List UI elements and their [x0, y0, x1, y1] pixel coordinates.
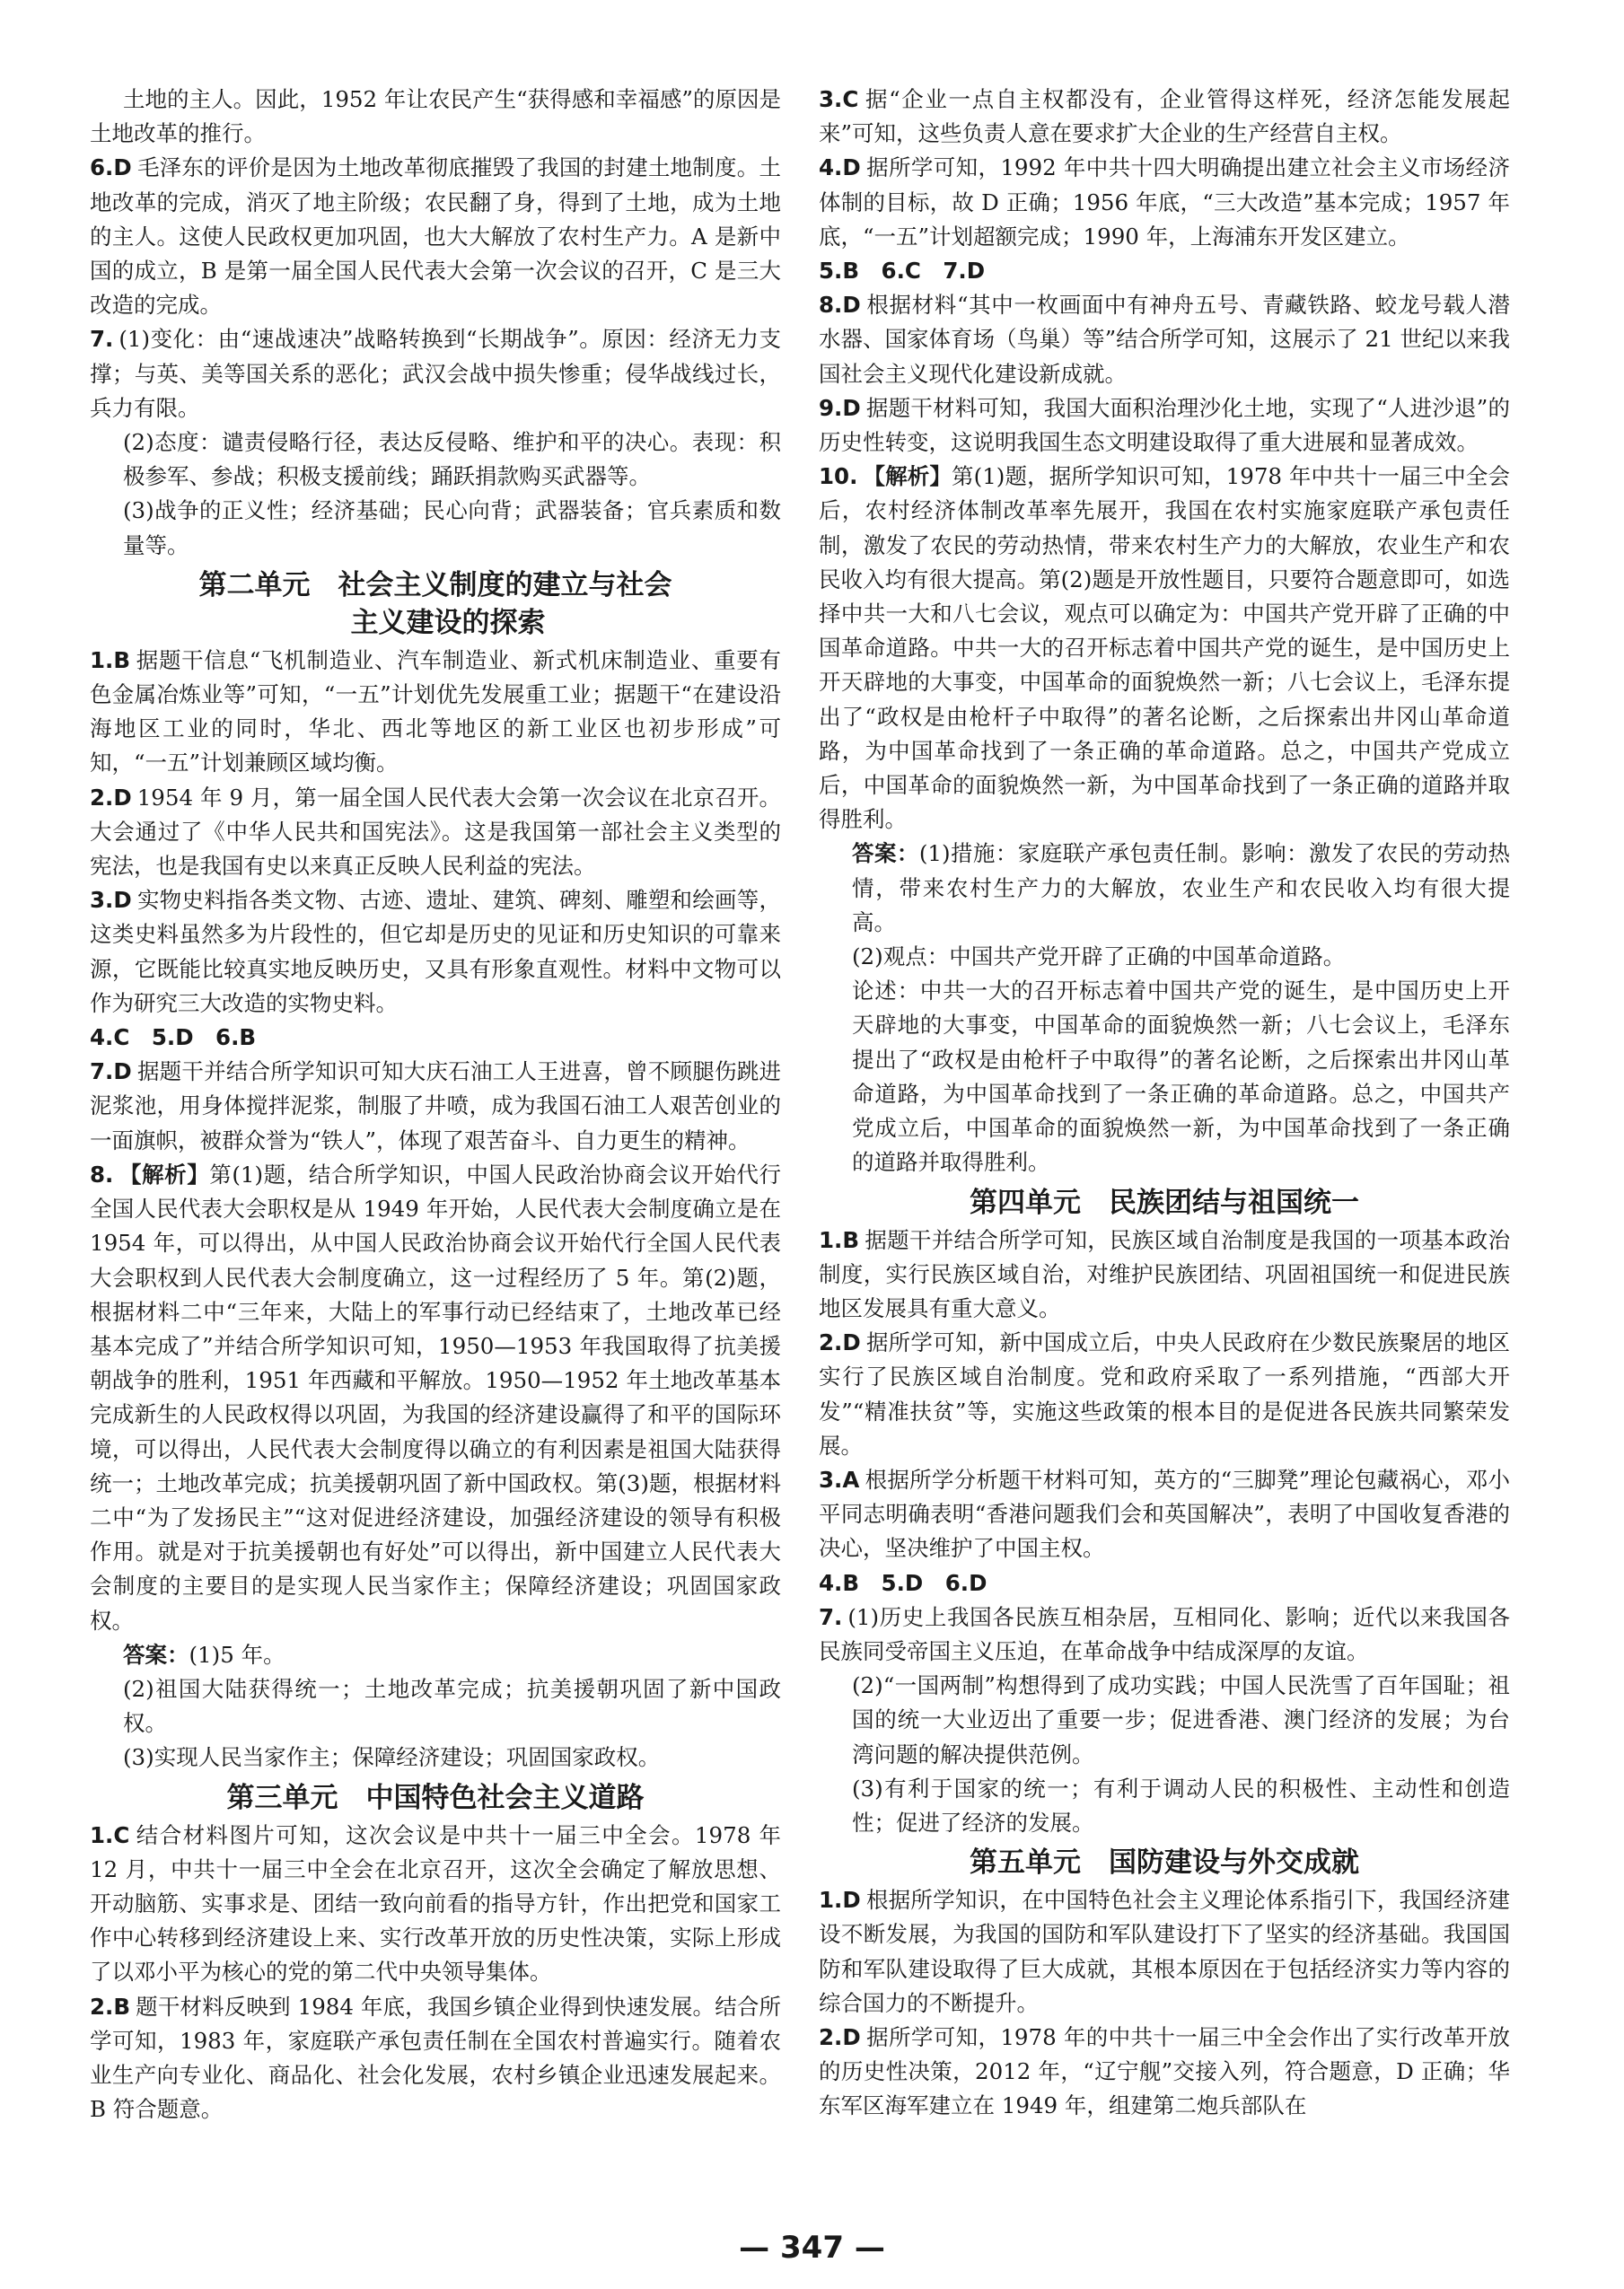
answer-text: 题干材料反映到 1984 年底，我国乡镇企业得到快速发展。结合所学可知，1983 年，家庭联产承包责任制在全国农村普遍实行。随着农业生产向专业化、商品化、社会化发展，农村乡镇企业迅速发展起来。B 符合题意。 [90, 1993, 781, 2123]
answer-number: 1.B [819, 1226, 860, 1253]
right-column [819, 83, 1510, 2124]
answer-number: 4.B 5.D 6.D [819, 1569, 988, 1596]
answer-number: 4.C 5.D 6.B [90, 1024, 257, 1051]
item8-analysis: 第(1)题，结合所学知识，中国人民政治协商会议开始代行全国人民代表大会职权是从 1949 年开始，人民代表大会制度确立是在 1954 年，可以得出，从中国人民政治协商会议开始代行全国人民代表大会职权到人民代表大会制度确立，这一过程经历了 5 年。第(2)题，根据材料二中“三年来，大陆上的军事行动已经结束了，土地改革已经基本完成了”并结合所学知识可知，1950—1953 年我国取得了抗美援朝战争的胜利，1951 年西藏和平解放。1950—1952 年土地改革基本完成新生的人民政权得以巩固，为我国的经济建设赢得了和平的国际环境，可以得出，人民代表大会制度得以确立的有利因素是祖国大陆获得统一；土地改革完成；抗美援朝巩固了新中国政权。第(3)题，根据材料二中“为了发扬民主”“这对促进经济建设，加强经济建设的领导有积极作用。就是对于抗美援朝也有好处”可以得出，新中国建立人民代表大会制度的主要目的是实现人民当家作主；保障经济建设；巩固国家政权。 [90, 1161, 782, 1634]
answer-number: 1.D [819, 1887, 861, 1914]
unit4-items [819, 1223, 1510, 1670]
item8-answer-1: (1)5 年。 [189, 1641, 285, 1668]
answer-item [90, 151, 781, 322]
answer-text: 实物史料指各类文物、古迹、遗址、建筑、碑刻、雕塑和绘画等，这类史料虽然多为片段性的，但它却是历史的见证和历史知识的可靠来源，它既能比较真实地反映历史，又具有形象直观性。材料中文物可以作为研究三大改造的实物史料。 [90, 887, 781, 1016]
unit3-items-right [819, 83, 1510, 460]
answer-item [819, 2021, 1510, 2124]
answer-text: 据“企业一点自主权都没有，企业管得这样死，经济怎能发展起来”可知，这些负责人意在要求扩大企业的生产经营自主权。 [819, 86, 1510, 147]
answer-text: 据题干并结合所学知识可知大庆石油工人王进喜，曾不顾腿伤跳进泥浆池，用身体搅拌泥浆，制服了井喷，成为我国石油工人艰苦创业的一面旗帜，被群众誉为“铁人”，体现了艰苦奋斗、自力更生的精神。 [90, 1058, 781, 1153]
answer-number: 7.D [90, 1058, 132, 1085]
answer-item [819, 391, 1510, 460]
item8-answer-3: (3)实现人民当家作主；保障经济建设；巩固国家政权。 [123, 1744, 661, 1771]
answer-item [819, 1883, 1510, 2021]
unit3-title: 第三单元 中国特色社会主义道路 [226, 1781, 645, 1814]
answer-number: 3.C [819, 86, 859, 112]
answer-item [90, 322, 781, 425]
intro-paragraph: 土地的主人。因此，1952 年让农民产生“获得感和幸福感”的原因是土地改革的推行。 [90, 86, 781, 147]
answer-text: 根据材料“其中一枚画面中有神舟五号、青藏铁路、蛟龙号载人潜水器、国家体育场（鸟巢）等”结合所学可知，这展示了 21 世纪以来我国社会主义现代化建设新成就。 [819, 292, 1510, 387]
unit3-items-left [90, 1819, 781, 2127]
answer-text: 据所学可知，1992 年中共十四大明确提出建立社会主义市场经济体制的目标，故 D 正确；1956 年底，“三大改造”基本完成；1957 年底，“一五”计划超额完成；1990 年，上海浦东开发区建立。 [819, 154, 1510, 250]
answer-text: 据所学可知，新中国成立后，中央人民政府在少数民族聚居的地区实行了民族区域自治制度。党和政府采取了一系列措施，“西部大开发”“精准扶贫”等，实施这些政策的根本目的是促进各民族共同繁荣发展。 [819, 1329, 1510, 1459]
answer-item [90, 1021, 781, 1055]
unit2-title-line2: 主义建设的探索 [350, 606, 546, 639]
answer-text: 毛泽东的评价是因为土地改革彻底摧毁了我国的封建土地制度。土地改革的完成，消灭了地主阶级；农民翻了身，得到了土地，成为土地的主人。这使人民政权更加巩固，也大大解放了农村生产力。A 是新中国的成立，B 是第一届全国人民代表大会第一次会议的召开，C 是三大改造的完成。 [90, 154, 781, 319]
answer-item [819, 151, 1510, 254]
answer-number: 8.D [819, 292, 861, 319]
answer-text: (1)历史上我国各民族互相杂居，互相同化、影响；近代以来我国各民族同受帝国主义压迫，在革命战争中结成深厚的友谊。 [819, 1603, 1510, 1664]
answer-item [90, 644, 781, 781]
unit2-title-line1: 第二单元 社会主义制度的建立与社会 [198, 568, 672, 601]
item8-tag: 【解析】 [119, 1161, 210, 1188]
answer-item [819, 83, 1510, 151]
item8-number: 8. [90, 1161, 114, 1188]
answer-text: 据题干信息“飞机制造业、汽车制造业、新式机床制造业、重要有色金属冶炼业等”可知，“一五”计划优先发展重工业；据题干“在建设沿海地区工业的同时，华北、西北等地区的新工业区也初步形成”可知，“一五”计划兼顾区域均衡。 [90, 646, 781, 776]
answer-number: 4.D [819, 154, 861, 181]
unit4-item7-sub-3: (3)有利于国家的统一；有利于调动人民的积极性、主动性和创造性；促进了经济的发展。 [852, 1775, 1510, 1836]
answer-item [819, 1223, 1510, 1327]
unit2-title [90, 566, 781, 642]
answer-text: 根据所学分析题干材料可知，英方的“三脚凳”理论包藏祸心，邓小平同志明确表明“香港问题我们会和英国解决”，表明了中国收复香港的决心，坚决维护了中国主权。 [819, 1466, 1510, 1562]
item8-answer-label: 答案： [123, 1641, 189, 1668]
answer-number: 3.D [90, 887, 132, 914]
unit2-items [90, 644, 781, 1158]
answer-number: 2.D [90, 784, 132, 811]
unit1-items [90, 151, 781, 425]
answer-item [819, 1601, 1510, 1669]
answer-number: 9.D [819, 394, 861, 421]
answer-number: 6.D [90, 154, 132, 181]
item10-answer-1: (1)措施：家庭联产承包责任制。影响：激发了农民的劳动热情，带来农村生产力的大解放，农业生产和农民收入均有很大提高。 [852, 840, 1511, 935]
answer-number: 7. [819, 1603, 843, 1630]
item10-tag: 【解析】 [863, 463, 952, 490]
unit5-title: 第五单元 国防建设与外交成就 [970, 1846, 1359, 1880]
answer-item [90, 883, 781, 1021]
answer-text: 结合材料图片可知，这次会议是中共十一届三中全会。1978 年 12 月，中共十一届三中全会在北京召开，这次全会确定了解放思想、开动脑筋、实事求是、团结一致向前看的指导方针，作出把党和国家工作中心转移到经济建设上来、实行改革开放的历史性决策，实际上形成了以邓小平为核心的党的第二代中央领导集体。 [90, 1821, 781, 1986]
item10-answer-label: 答案： [852, 840, 919, 867]
answer-text: 根据所学知识，在中国特色社会主义理论体系指引下，我国经济建设不断发展，为我国的国防和军队建设打下了坚实的经济基础。我国国防和军队建设取得了巨大成就，其根本原因在于包括经济实力等内容的综合国力的不断提升。 [819, 1887, 1510, 2016]
answer-item [819, 1326, 1510, 1463]
unit5-items [819, 1883, 1510, 2123]
answer-number: 2.B [90, 1993, 131, 2020]
item7-sub-2: (2)态度：谴责侵略行径，表达反侵略、维护和平的决心。表现：积极参军、参战；积极支援前线；踊跃捐款购买武器等。 [123, 429, 781, 490]
item10-analysis: 第(1)题，据所学知识可知，1978 年中共十一届三中全会后，农村经济体制改革率先展开，我国在农村实施家庭联产承包责任制，激发了农民的劳动热情，带来农村生产力的大解放，农业生产和农民收入均有很大提高。第(2)题是开放性题目，只要符合题意即可，如选择中共一大和八七会议，观点可以确定为：中国共产党开辟了正确的中国革命道路。中共一大的召开标志着中国共产党的诞生，是中国历史上开天辟地的大事变，中国革命的面貌焕然一新；八七会议上，毛泽东提出了“政权是由枪杆子中取得”的著名论断，之后探索出井冈山革命道路，为中国革命找到了一条正确的革命道路。总之，中国共产党成立后，中国革命的面貌焕然一新，为中国革命找到了一条正确的道路并取得胜利。 [819, 463, 1511, 833]
page-number: — 347 — [739, 2230, 885, 2266]
answer-item [90, 781, 781, 884]
answer-item [90, 1055, 781, 1158]
unit4-title: 第四单元 民族团结与祖国统一 [970, 1186, 1359, 1219]
answer-text: 1954 年 9 月，第一届全国人民代表大会第一次会议在北京召开。大会通过了《中华人民共和国宪法》。这是我国第一部社会主义类型的宪法，也是我国有史以来真正反映人民利益的宪法。 [90, 784, 781, 880]
answer-item [90, 1990, 781, 2127]
item10 [819, 460, 1510, 837]
item7-sub-3: (3)战争的正义性；经济基础；民心向背；武器装备；官兵素质和数量等。 [123, 497, 781, 558]
answer-text: 据所学可知，1978 年的中共十一届三中全会作出了实行改革开放的历史性决策，2012 年，“辽宁舰”交接入列，符合题意，D 正确；华东军区海军建立在 1949 年，组建第二炮兵部队在 [819, 2023, 1510, 2119]
item10-number: 10. [819, 463, 858, 490]
answer-text: 据题干材料可知，我国大面积治理沙化土地，实现了“人进沙退”的历史性转变，这说明我国生态文明建设取得了重大进展和显著成效。 [819, 394, 1510, 456]
answer-number: 2.D [819, 2023, 861, 2050]
answer-text: (1)变化：由“速战速决”战略转换到“长期战争”。原因：经济无力支撑；与英、美等国关系的恶化；武汉会战中损失惨重；侵华战线过长，兵力有限。 [90, 326, 781, 421]
answer-number: 3.A [819, 1466, 860, 1493]
answer-item [90, 1819, 781, 1990]
answer-item [819, 1566, 1510, 1601]
answer-text: 据题干并结合所学可知，民族区域自治制度是我国的一项基本政治制度，实行民族区域自治，对维护民族团结、巩固祖国统一和促进民族地区发展具有重大意义。 [819, 1226, 1510, 1321]
answer-number: 1.C [90, 1821, 130, 1848]
answer-item [819, 288, 1510, 391]
answer-number: 2.D [819, 1329, 861, 1356]
answer-number: 5.B 6.C 7.D [819, 258, 986, 285]
item10-answer-label-row [819, 837, 1510, 940]
item8 [90, 1158, 781, 1638]
answer-item [819, 1463, 1510, 1566]
item8-answer-2: (2)祖国大陆获得统一；土地改革完成；抗美援朝巩固了新中国政权。 [123, 1675, 781, 1737]
left-column [90, 83, 781, 2127]
answer-number: 7. [90, 326, 114, 353]
item10-answer-2: (2)观点：中国共产党开辟了正确的中国革命道路。 [852, 943, 1346, 970]
unit4-item7-sub-2: (2)“一国两制”构想得到了成功实践；中国人民洗雪了百年国耻；祖国的统一大业迈出了重要一步；促进香港、澳门经济的发展；为台湾问题的解决提供范例。 [852, 1672, 1510, 1767]
item8-answer-label-row [90, 1638, 781, 1672]
answer-number: 1.B [90, 646, 131, 673]
answer-item [819, 254, 1510, 288]
item10-answer-3: 论述：中共一大的召开标志着中国共产党的诞生，是中国历史上开天辟地的大事变，中国革命的面貌焕然一新；八七会议上，毛泽东提出了“政权是由枪杆子中取得”的著名论断，之后探索出井冈山革命道路，为中国革命找到了一条正确的革命道路。总之，中国共产党成立后，中国革命的面貌焕然一新，为中国革命找到了一条正确的道路并取得胜利。 [852, 978, 1510, 1176]
